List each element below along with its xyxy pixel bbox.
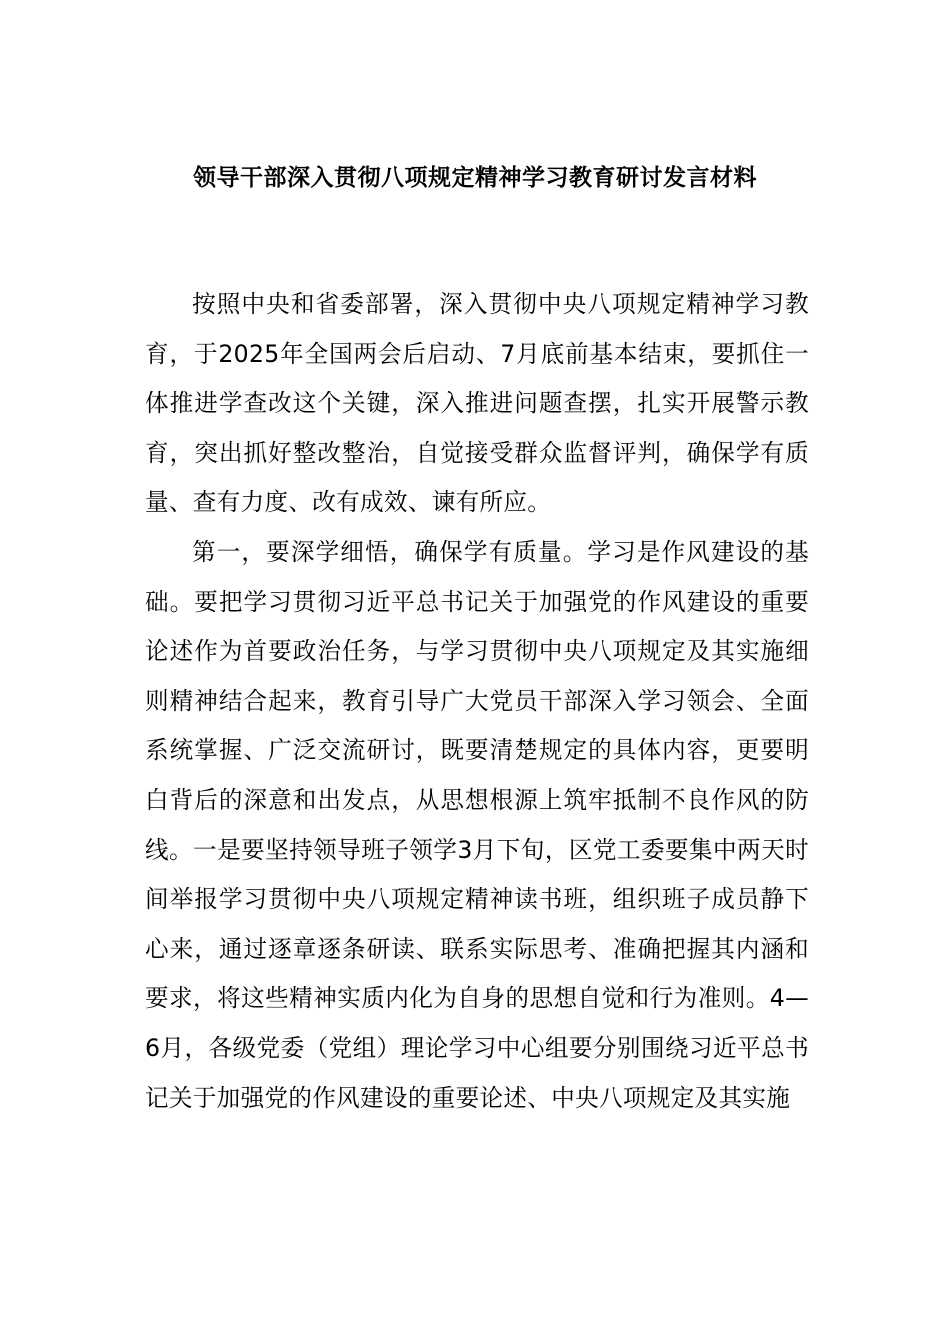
document-title: 领导干部深入贯彻八项规定精神学习教育研讨发言材料 (193, 165, 757, 191)
paragraph-intro: 按照中央和省委部署，深入贯彻中央八项规定精神学习教育，于2025年全国两会后启动、7月底前基本结束，要抓住一体推进学查改这个关键，深入推进问题查摆，扎实开展警示教育，突出抓好整改整治，自觉接受群众监督评判，确保学有质量、查有力度、改有成效、谏有所应。 (145, 290, 809, 517)
document-body (145, 280, 809, 1123)
paragraph-first-point: 第一，要深学细悟，确保学有质量。学习是作风建设的基础。要把学习贯彻习近平总书记关于加强党的作风建设的重要论述作为首要政治任务，与学习贯彻中央八项规定及其实施细则精神结合起来，教育引导广大党员干部深入学习领会、全面系统掌握、广泛交流研讨，既要清楚规定的具体内容，更要明白背后的深意和出发点，从思想根源上筑牢抵制不良作风的防线。一是要坚持领导班子领学3月下旬，区党工委要集中两天时间举报学习贯彻中央八项规定精神读书班，组织班子成员静下心来，通过逐章逐条研读、联系实际思考、准确把握其内涵和要求，将这些精神实质内化为自身的思想自觉和行为准则。4—6月，各级党委（党组）理论学习中心组要分别围绕习近平总书记关于加强党的作风建设的重要论述、中央八项规定及其实施 (145, 537, 809, 1112)
